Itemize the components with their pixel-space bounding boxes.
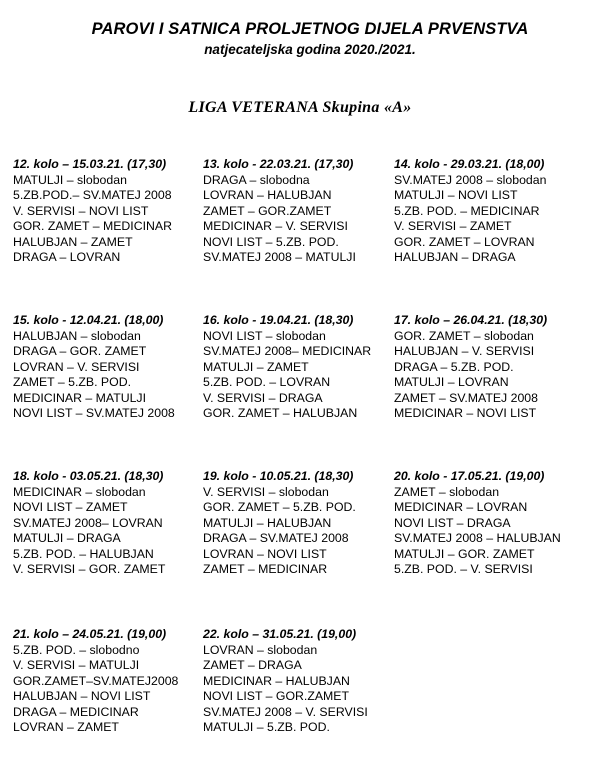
match-line: 5.ZB. POD. – HALUBJAN (13, 546, 154, 561)
match-line: V. SERVISI – DRAGA (203, 390, 323, 405)
round-20 (394, 469, 561, 578)
round-13 (203, 157, 356, 266)
round-header: 13. kolo - 22.03.21. (17,30) (203, 157, 354, 171)
match-line: HALUBJAN – ZAMET (13, 234, 133, 249)
match-line: ZAMET – SV.MATEJ 2008 (394, 390, 538, 405)
match-line: LOVRAN – NOVI LIST (203, 546, 327, 561)
match-line: HALUBJAN – V. SERVISI (394, 344, 535, 358)
match-line: DRAGA – MEDICINAR (13, 704, 139, 719)
match-line: 5.ZB.POD.– SV.MATEJ 2008 (13, 188, 172, 202)
match-line: SV.MATEJ 2008 – MATULJI (203, 250, 356, 264)
match-line: MATULJI – slobodan (13, 172, 127, 187)
match-line: SV.MATEJ 2008– MEDICINAR (203, 344, 372, 358)
match-line: DRAGA – SV.MATEJ 2008 (203, 531, 349, 545)
match-line: MATULJI – GOR. ZAMET (394, 546, 535, 561)
match-line: GOR. ZAMET – LOVRAN (394, 234, 535, 249)
match-line: V. SERVISI – NOVI LIST (13, 203, 149, 218)
match-line: NOVI LIST – SV.MATEJ 2008 (13, 406, 175, 420)
season-subtitle: natjecateljska godina 2020./2021. (204, 42, 416, 57)
round-18 (13, 469, 165, 578)
match-line: LOVRAN – slobodan (203, 642, 318, 657)
round-header: 19. kolo - 10.05.21. (18,30) (203, 469, 354, 483)
round-header: 18. kolo - 03.05.21. (18,30) (13, 469, 164, 483)
page-title: PAROVI I SATNICA PROLJETNOG DIJELA PRVENSTVA (91, 20, 529, 38)
match-line: MEDICINAR – HALUBJAN (203, 673, 350, 688)
round-header: 15. kolo - 12.04.21. (18,00) (13, 313, 164, 327)
match-line: NOVI LIST – 5.ZB. POD. (203, 234, 339, 249)
match-line: V. SERVISI – MATULJI (13, 658, 140, 672)
match-line: NOVI LIST – DRAGA (394, 515, 511, 530)
match-line: GOR. ZAMET – HALUBJAN (203, 406, 358, 420)
round-header: 20. kolo - 17.05.21. (19,00) (394, 469, 545, 483)
round-header: 14. kolo - 29.03.21. (18,00) (394, 157, 545, 171)
round-12 (13, 157, 172, 266)
match-line: SV.MATEJ 2008 – slobodan (394, 172, 547, 187)
round-15 (13, 313, 175, 422)
match-line: SV.MATEJ 2008 – HALUBJAN (394, 531, 561, 545)
match-line: MEDICINAR – NOVI LIST (394, 406, 537, 420)
match-line: GOR. ZAMET – 5.ZB. POD. (203, 500, 356, 514)
round-19 (203, 469, 356, 578)
round-16 (203, 313, 371, 422)
match-line: MATULJI – NOVI LIST (394, 188, 518, 202)
match-line: SV.MATEJ 2008 – V. SERVISI (203, 704, 368, 719)
match-line: NOVI LIST – ZAMET (13, 500, 128, 514)
match-line: LOVRAN – ZAMET (13, 720, 119, 734)
match-line: LOVRAN – V. SERVISI (13, 359, 140, 374)
match-line: MEDICINAR – V. SERVISI (203, 219, 348, 233)
match-line: MATULJI – LOVRAN (394, 375, 509, 389)
match-line: MATULJI – 5.ZB. POD. (203, 720, 330, 734)
match-line: MEDICINAR – MATULJI (13, 390, 147, 405)
match-line: ZAMET – slobodan (394, 484, 500, 499)
match-line: MEDICINAR – LOVRAN (394, 500, 528, 514)
match-line: DRAGA – 5.ZB. POD. (394, 359, 514, 374)
match-line: ZAMET – MEDICINAR (203, 562, 328, 576)
match-line: V. SERVISI – slobodan (203, 484, 329, 499)
match-line: 5.ZB. POD. – slobodno (13, 642, 140, 657)
league-heading: LIGA VETERANA Skupina «A» (188, 99, 412, 116)
match-line: NOVI LIST – GOR.ZAMET (203, 689, 349, 703)
round-14 (394, 157, 546, 266)
match-line: ZAMET – DRAGA (203, 658, 302, 672)
match-line: SV.MATEJ 2008– LOVRAN (13, 515, 163, 530)
match-line: V. SERVISI – ZAMET (394, 219, 512, 233)
match-line: ZAMET – 5.ZB. POD. (13, 375, 131, 389)
match-line: MATULJI – HALUBJAN (203, 515, 332, 530)
match-line: MATULJI – DRAGA (13, 531, 121, 545)
round-header: 22. kolo – 31.05.21. (19,00) (203, 627, 357, 641)
match-line: GOR. ZAMET – MEDICINAR (13, 219, 172, 233)
match-line: HALUBJAN – slobodan (13, 328, 141, 343)
match-line: MEDICINAR – slobodan (13, 484, 146, 499)
match-line: ZAMET – GOR.ZAMET (203, 203, 332, 218)
round-header: 17. kolo – 26.04.21. (18,30) (394, 313, 548, 327)
match-line: DRAGA – slobodna (203, 172, 310, 187)
match-line: GOR. ZAMET – slobodan (394, 328, 534, 343)
match-line: 5.ZB. POD. – MEDICINAR (394, 203, 540, 218)
match-line: 5.ZB. POD. – V. SERVISI (394, 562, 533, 576)
round-header: 16. kolo - 19.04.21. (18,30) (203, 313, 354, 327)
round-21 (13, 627, 178, 736)
match-line: HALUBJAN – DRAGA (394, 250, 516, 264)
round-17 (394, 313, 547, 422)
match-line: 5.ZB. POD. – LOVRAN (203, 375, 331, 389)
round-header: 12. kolo – 15.03.21. (17,30) (13, 157, 167, 171)
match-line: LOVRAN – HALUBJAN (203, 188, 332, 202)
round-22 (203, 627, 368, 736)
match-line: V. SERVISI – GOR. ZAMET (13, 562, 166, 576)
match-line: MATULJI – ZAMET (203, 359, 309, 374)
match-line: DRAGA – LOVRAN (13, 250, 121, 264)
match-line: NOVI LIST – slobodan (203, 328, 326, 343)
round-header: 21. kolo – 24.05.21. (19,00) (13, 627, 167, 641)
match-line: DRAGA – GOR. ZAMET (13, 344, 147, 358)
match-line: GOR.ZAMET–SV.MATEJ2008 (13, 673, 179, 688)
match-line: HALUBJAN – NOVI LIST (13, 689, 151, 703)
